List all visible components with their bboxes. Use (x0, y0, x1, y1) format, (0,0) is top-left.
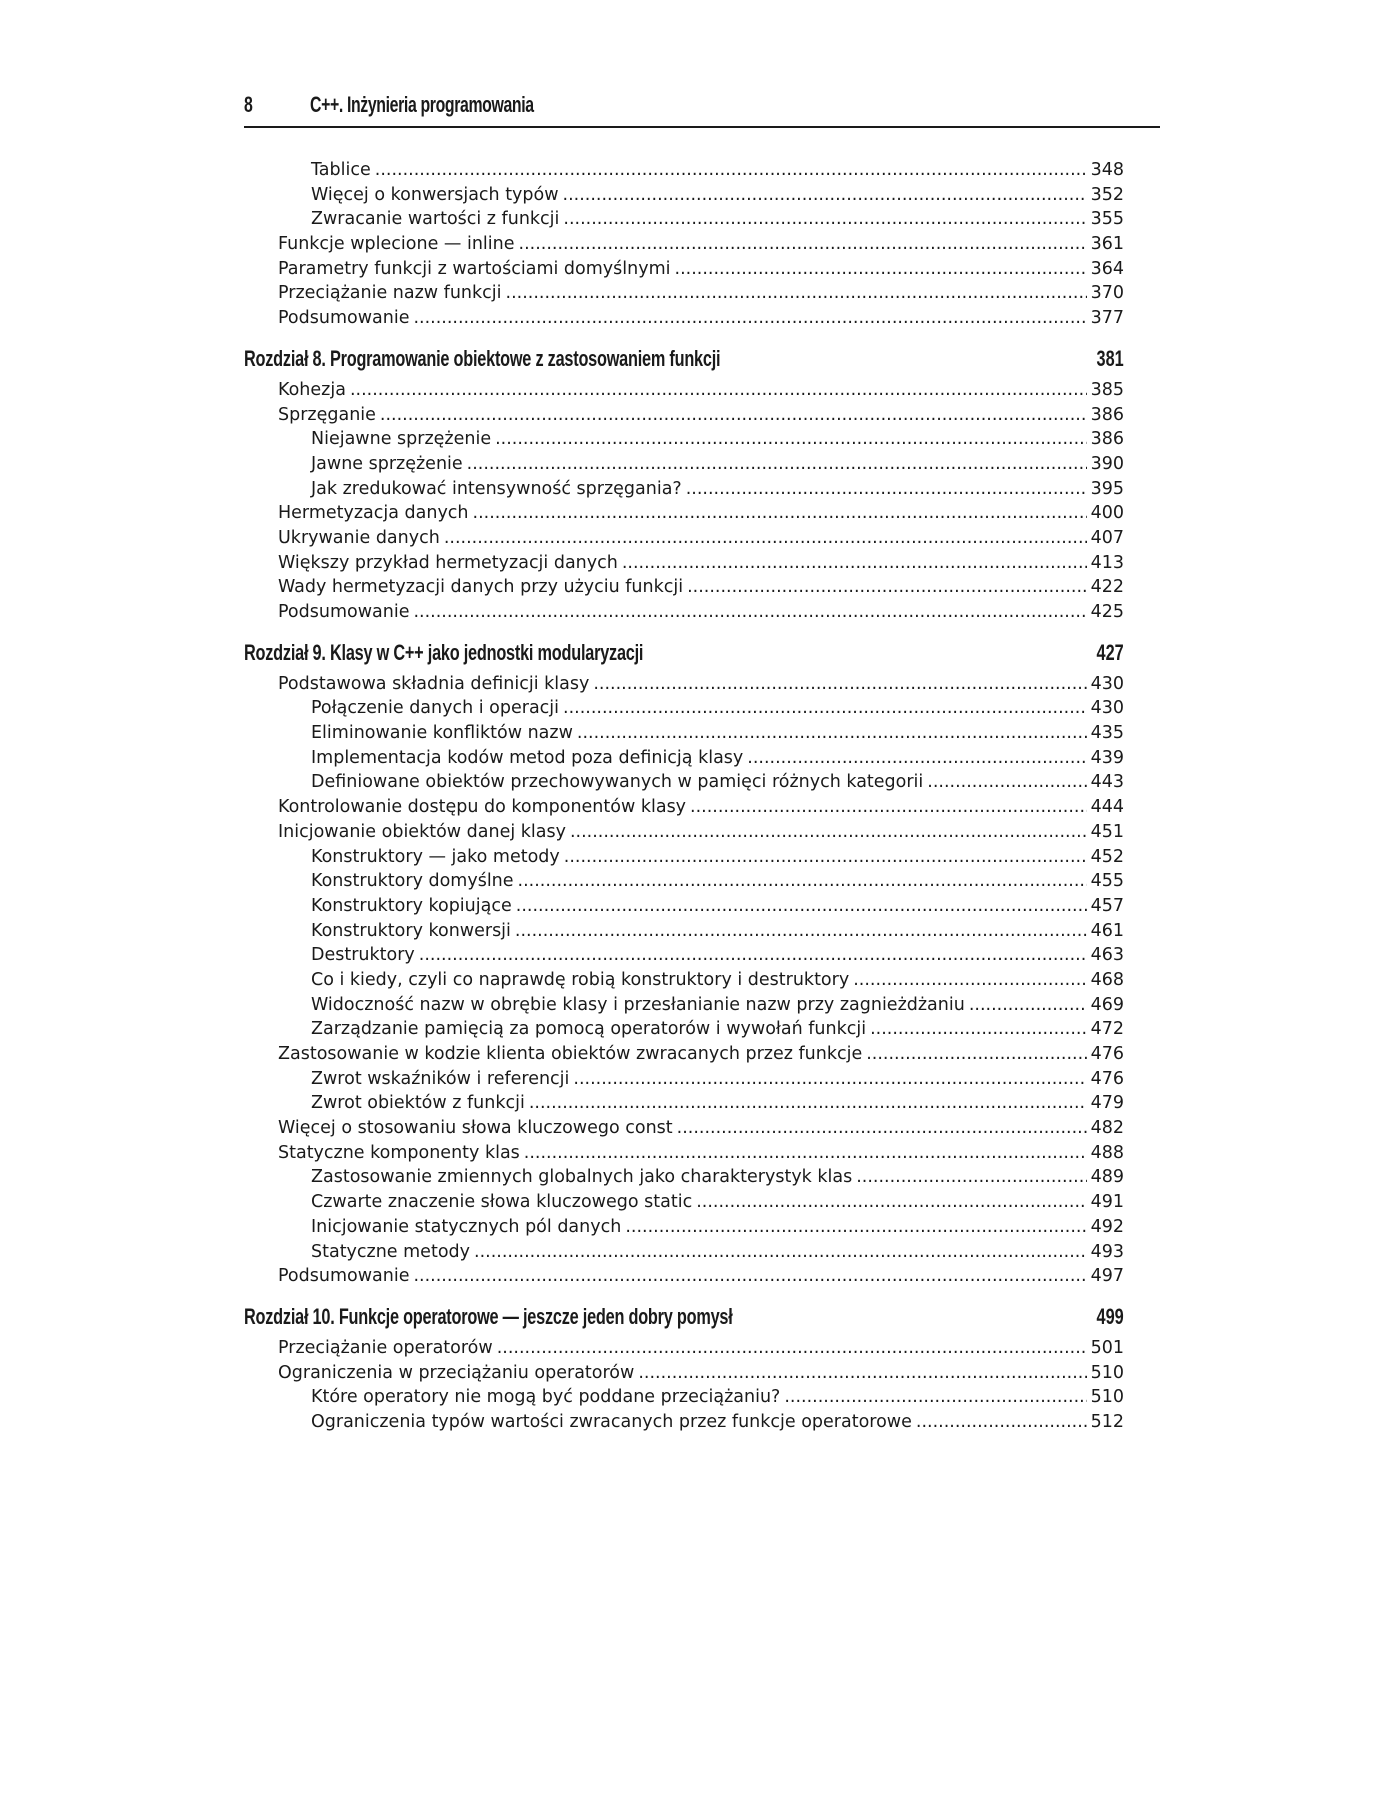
dot-leader (516, 896, 1087, 916)
dot-leader (350, 380, 1087, 400)
toc-entry (278, 577, 1124, 602)
toc-entry-title: Ograniczenia typów wartości zwracanych przez funkcje operatorowe (311, 1411, 912, 1432)
toc-entry-page: 463 (1090, 945, 1124, 966)
toc-entry (278, 674, 1124, 699)
toc-entry-title: Funkcje wplecione — inline (278, 234, 515, 255)
dot-leader (747, 748, 1086, 768)
toc-entry-title: Przeciążanie nazw funkcji (278, 283, 502, 304)
toc-entry-title: Kohezja (278, 379, 346, 400)
toc-entry (278, 528, 1124, 553)
toc-entry-title: Zwrot wskaźników i referencji (311, 1068, 570, 1089)
toc-entry (278, 1363, 1124, 1388)
chapter-title: Rozdział 8. Programowanie obiektowe z zastosowaniem funkcji (244, 345, 721, 371)
toc-entry-title: Kontrolowanie dostępu do komponentów klasy (278, 797, 687, 818)
toc-entry (278, 945, 1124, 970)
toc-entry (278, 283, 1124, 308)
toc-entry-title: Przeciążanie operatorów (278, 1337, 493, 1358)
toc-entry-title: Niejawne sprzężenie (311, 429, 492, 450)
table-of-contents (244, 160, 1124, 1437)
toc-entry-title: Destruktory (311, 945, 415, 966)
dot-leader (563, 209, 1086, 229)
toc-entry-page: 430 (1090, 698, 1124, 719)
toc-entry-page: 461 (1090, 920, 1124, 941)
toc-entry-page: 512 (1090, 1411, 1124, 1432)
dot-leader (444, 528, 1087, 548)
toc-entry-title: Inicjowanie statycznych pól danych (311, 1216, 622, 1237)
toc-entry-title: Zarządzanie pamięcią za pomocą operatorów i wywołań funkcji (311, 1019, 867, 1040)
chapter-title: Rozdział 10. Funkcje operatorowe — jeszcze jeden dobry pomysł (244, 1303, 733, 1329)
toc-entry-page: 370 (1090, 283, 1124, 304)
dot-leader (927, 772, 1086, 792)
dot-leader (625, 1217, 1086, 1237)
toc-entry-title: Czwarte znaczenie słowa kluczowego static (311, 1192, 693, 1213)
toc-entry-title: Większy przykład hermetyzacji danych (278, 552, 618, 573)
toc-entry-page: 422 (1090, 577, 1124, 598)
toc-entry-title: Jak zredukować intensywność sprzęgania? (311, 478, 682, 499)
toc-entry-page: 407 (1090, 527, 1124, 548)
toc-entry-title: Zastosowanie zmiennych globalnych jako charakterystyk klas (311, 1167, 853, 1188)
toc-entry (278, 405, 1124, 430)
toc-entry-title: Które operatory nie mogą być poddane przeciążaniu? (311, 1387, 781, 1408)
dot-leader (413, 308, 1086, 328)
dot-leader (856, 1167, 1086, 1187)
toc-entry (278, 723, 1124, 748)
toc-entry (278, 234, 1124, 259)
toc-entry (278, 995, 1124, 1020)
toc-entry-title: Konstruktory konwersji (311, 920, 511, 941)
book-title: C++. Inżynieria programowania (310, 92, 534, 117)
toc-entry-title: Parametry funkcji z wartościami domyślnymi (278, 258, 671, 279)
dot-leader (593, 674, 1086, 694)
toc-entry-page: 435 (1090, 723, 1124, 744)
toc-entry-title: Zwracanie wartości z funkcji (311, 209, 560, 230)
toc-entry-title: Jawne sprzężenie (311, 453, 463, 474)
toc-entry (278, 185, 1124, 210)
toc-entry-page: 439 (1090, 747, 1124, 768)
chapter-page: 427 (1096, 639, 1124, 665)
toc-entry-title: Więcej o stosowaniu słowa kluczowego const (278, 1118, 673, 1139)
toc-entry-title: Podsumowanie (278, 1266, 410, 1287)
chapter-page: 381 (1096, 345, 1124, 371)
dot-leader (577, 723, 1087, 743)
toc-entry-page: 476 (1090, 1068, 1124, 1089)
dot-leader (638, 1363, 1086, 1383)
dot-leader (675, 259, 1087, 279)
toc-entry-title: Definiowane obiektów przechowywanych w pamięci różnych kategorii (311, 772, 924, 793)
toc-entry-page: 510 (1090, 1362, 1124, 1383)
chapter-heading (244, 346, 1124, 378)
dot-leader (375, 160, 1087, 180)
toc-entry-title: Połączenie danych i operacji (311, 698, 560, 719)
toc-entry-title: Co i kiedy, czyli co naprawdę robią konstruktory i destruktory (311, 969, 850, 990)
toc-entry-title: Konstruktory kopiujące (311, 895, 512, 916)
toc-entry-page: 455 (1090, 871, 1124, 892)
dot-leader (677, 1118, 1087, 1138)
dot-leader (563, 698, 1087, 718)
dot-leader (519, 234, 1087, 254)
toc-entry-page: 413 (1090, 552, 1124, 573)
toc-entry-title: Podstawowa składnia definicji klasy (278, 673, 590, 694)
toc-entry-title: Konstruktory — jako metody (311, 846, 560, 867)
toc-entry (278, 602, 1124, 627)
dot-leader (573, 1069, 1086, 1089)
header-rule (244, 126, 1160, 128)
toc-entry-page: 443 (1090, 772, 1124, 793)
toc-entry-page: 386 (1090, 404, 1124, 425)
toc-entry (278, 748, 1124, 773)
toc-entry (278, 429, 1124, 454)
toc-entry (278, 1093, 1124, 1118)
dot-leader (495, 429, 1087, 449)
toc-entry (278, 503, 1124, 528)
toc-entry-title: Zwrot obiektów z funkcji (311, 1093, 525, 1114)
dot-leader (524, 1143, 1087, 1163)
toc-entry (278, 1143, 1124, 1168)
toc-entry-page: 452 (1090, 846, 1124, 867)
toc-entry (278, 1167, 1124, 1192)
toc-entry (278, 1266, 1124, 1291)
toc-entry (278, 822, 1124, 847)
dot-leader (467, 454, 1087, 474)
toc-entry (278, 896, 1124, 921)
chapter-heading (244, 1304, 1124, 1336)
toc-entry-title: Wady hermetyzacji danych przy użyciu funkcji (278, 577, 684, 598)
toc-entry-page: 385 (1090, 379, 1124, 400)
dot-leader (853, 970, 1086, 990)
toc-entry-title: Więcej o konwersjach typów (311, 184, 559, 205)
toc-entry-title: Konstruktory domyślne (311, 871, 514, 892)
toc-entry-page: 468 (1090, 969, 1124, 990)
toc-entry-page: 377 (1090, 308, 1124, 329)
toc-entry-page: 444 (1090, 797, 1124, 818)
toc-entry (278, 1192, 1124, 1217)
dot-leader (563, 185, 1087, 205)
dot-leader (474, 1242, 1087, 1262)
dot-leader (866, 1044, 1086, 1064)
dot-leader (564, 847, 1087, 867)
toc-entry-page: 451 (1090, 821, 1124, 842)
toc-entry-page: 493 (1090, 1241, 1124, 1262)
toc-entry-title: Widoczność nazw w obrębie klasy i przesłanianie nazw przy zagnieżdżaniu (311, 994, 965, 1015)
toc-entry (278, 1118, 1124, 1143)
toc-entry-title: Statyczne metody (311, 1241, 470, 1262)
dot-leader (413, 602, 1086, 622)
dot-leader (969, 995, 1087, 1015)
dot-leader (687, 577, 1087, 597)
toc-entry-title: Podsumowanie (278, 602, 410, 622)
toc-entry-page: 510 (1090, 1387, 1124, 1408)
chapter-heading (244, 640, 1124, 672)
dot-leader (518, 871, 1087, 891)
toc-entry-page: 364 (1090, 258, 1124, 279)
toc-entry-page: 400 (1090, 503, 1124, 524)
toc-entry (278, 921, 1124, 946)
toc-entry (278, 772, 1124, 797)
page-header (244, 92, 1160, 126)
dot-leader (690, 797, 1087, 817)
dot-leader (497, 1338, 1087, 1358)
toc-entry-title: Statyczne komponenty klas (278, 1142, 520, 1163)
toc-entry (278, 847, 1124, 872)
toc-entry-page: 491 (1090, 1192, 1124, 1213)
toc-entry-page: 492 (1090, 1216, 1124, 1237)
toc-entry-title: Sprzęganie (278, 404, 376, 425)
toc-entry-title: Inicjowanie obiektów danej klasy (278, 821, 566, 842)
dot-leader (506, 283, 1087, 303)
dot-leader (696, 1192, 1086, 1212)
toc-entry-page: 425 (1090, 602, 1124, 622)
toc-entry-page: 482 (1090, 1118, 1124, 1139)
toc-entry-title: Podsumowanie (278, 308, 410, 329)
toc-entry (278, 1217, 1124, 1242)
toc-entry-page: 361 (1090, 234, 1124, 255)
toc-entry-page: 479 (1090, 1093, 1124, 1114)
toc-entry-page: 352 (1090, 184, 1124, 205)
dot-leader (784, 1387, 1086, 1407)
dot-leader (570, 822, 1087, 842)
toc-entry-title: Implementacja kodów metod poza definicją klasy (311, 747, 744, 768)
toc-entry (278, 1069, 1124, 1094)
chapter-title: Rozdział 9. Klasy w C++ jako jednostki modularyzacji (244, 639, 644, 665)
dot-leader (473, 503, 1087, 523)
toc-entry (278, 553, 1124, 578)
dot-leader (870, 1019, 1086, 1039)
toc-entry (278, 479, 1124, 504)
toc-entry (278, 454, 1124, 479)
toc-entry (278, 1242, 1124, 1267)
toc-entry-title: Tablice (311, 160, 371, 180)
toc-entry (278, 970, 1124, 995)
toc-entry-page: 497 (1090, 1266, 1124, 1287)
toc-entry-page: 430 (1090, 673, 1124, 694)
toc-entry-title: Ograniczenia w przeciążaniu operatorów (278, 1362, 635, 1383)
chapter-page: 499 (1096, 1303, 1124, 1329)
toc-entry (278, 259, 1124, 284)
toc-entry-page: 501 (1090, 1337, 1124, 1358)
toc-entry (278, 698, 1124, 723)
toc-entry-title: Zastosowanie w kodzie klienta obiektów zwracanych przez funkcje (278, 1044, 863, 1064)
toc-entry (278, 209, 1124, 234)
toc-entry-page: 469 (1090, 994, 1124, 1015)
dot-leader (380, 405, 1087, 425)
page-number: 8 (244, 92, 253, 117)
toc-entry-page: 348 (1090, 160, 1124, 180)
toc-entry-page: 395 (1090, 478, 1124, 499)
toc-entry (278, 871, 1124, 896)
toc-entry-page: 472 (1090, 1019, 1124, 1040)
toc-entry-title: Hermetyzacja danych (278, 503, 469, 524)
toc-entry (278, 1338, 1124, 1363)
toc-entry (278, 380, 1124, 405)
dot-leader (529, 1093, 1087, 1113)
toc-entry-page: 489 (1090, 1167, 1124, 1188)
toc-entry-page: 476 (1090, 1044, 1124, 1064)
toc-entry-page: 355 (1090, 209, 1124, 230)
toc-entry-title: Eliminowanie konfliktów nazw (311, 723, 573, 744)
dot-leader (515, 921, 1087, 941)
dot-leader (916, 1412, 1087, 1432)
toc-entry (278, 1044, 1124, 1069)
dot-leader (413, 1266, 1086, 1286)
toc-entry (278, 1412, 1124, 1437)
toc-entry-page: 390 (1090, 453, 1124, 474)
dot-leader (622, 553, 1087, 573)
toc-entry-page: 488 (1090, 1142, 1124, 1163)
toc-entry (278, 797, 1124, 822)
dot-leader (686, 479, 1087, 499)
toc-entry (278, 160, 1124, 185)
toc-entry-page: 386 (1090, 429, 1124, 450)
toc-entry-title: Ukrywanie danych (278, 527, 440, 548)
dot-leader (419, 945, 1087, 965)
toc-entry (278, 1019, 1124, 1044)
toc-entry (278, 308, 1124, 333)
toc-entry (278, 1387, 1124, 1412)
toc-entry-page: 457 (1090, 895, 1124, 916)
